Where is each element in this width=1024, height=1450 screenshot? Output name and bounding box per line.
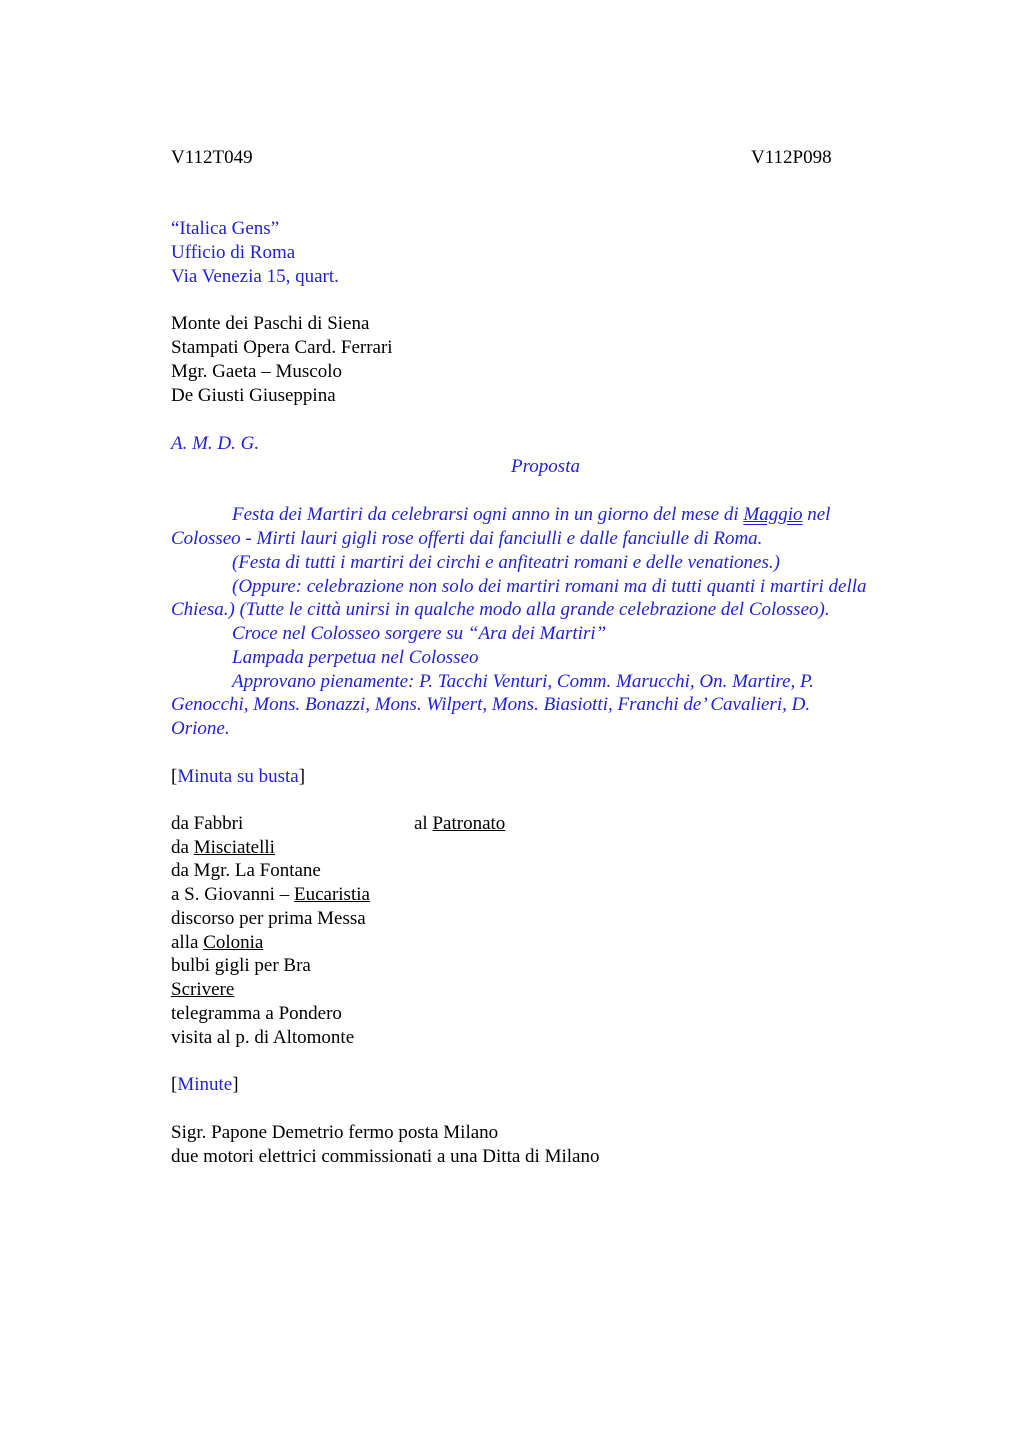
list-item-prefix: da: [171, 837, 194, 858]
list-item-underlined: Eucaristia: [293, 884, 370, 905]
proposal-text: nel: [802, 504, 831, 525]
document-code-right: V112P098: [751, 147, 832, 168]
note-line-3: Mgr. Gaeta – Muscolo: [171, 361, 342, 382]
proposal-line-7: Lampada perpetua nel Colosseo: [232, 647, 479, 668]
proposal-line-9: Genocchi, Mons. Bonazzi, Mons. Wilpert, Mons. Biasiotti, Franchi de’ Cavalieri, D.: [171, 694, 811, 715]
list-item: [171, 931, 263, 955]
footer-line-2: due motori elettrici commissionati a una Ditta di Milano: [171, 1146, 600, 1167]
document-code-left: V112T049: [171, 147, 253, 168]
list-item-prefix: a S. Giovanni –: [171, 884, 294, 905]
bracket-open: [: [171, 766, 178, 787]
letterhead-line-3: Via Venezia 15, quart.: [171, 266, 339, 287]
list-item-underlined: Patronato: [432, 813, 506, 834]
list-item: discorso per prima Messa: [171, 908, 366, 929]
list-item: da Mgr. La Fontane: [171, 860, 321, 881]
list-item-col2: [414, 812, 505, 836]
proposal-line-4: (Oppure: celebrazione non solo dei martiri romani ma di tutti quanti i martiri della: [232, 576, 867, 597]
letterhead-line-2: Ufficio di Roma: [171, 242, 296, 263]
proposal-line-6: Croce nel Colosseo sorgere su “Ara dei Martiri”: [232, 623, 607, 644]
amdg-heading: A. M. D. G.: [171, 433, 260, 454]
section-label: Minuta su busta: [177, 766, 299, 787]
bracket-close: ]: [298, 766, 306, 787]
proposal-line-1: [232, 503, 830, 527]
proposal-line-5: Chiesa.) (Tutte le città unirsi in qualche modo alla grande celebrazione del Colosseo).: [171, 599, 830, 620]
list-item: [171, 836, 275, 860]
list-item: bulbi gigli per Bra: [171, 955, 311, 976]
note-line-1: Monte dei Paschi di Siena: [171, 313, 370, 334]
proposal-text: Festa dei Martiri da celebrarsi ogni anno in un giorno del mese di: [232, 504, 744, 525]
note-line-2: Stampati Opera Card. Ferrari: [171, 337, 393, 358]
list-item: telegramma a Pondero: [171, 1003, 342, 1024]
proposal-line-3: (Festa di tutti i martiri dei circhi e anfiteatri romani e delle venationes.): [232, 552, 780, 573]
note-line-4: De Giusti Giuseppina: [171, 385, 336, 406]
bracket-close: ]: [232, 1074, 239, 1095]
list-item-prefix: al: [414, 813, 433, 834]
section-heading-minuta-su-busta: [171, 765, 305, 789]
letterhead-line-1: “Italica Gens”: [171, 218, 280, 239]
list-item: Scrivere: [171, 979, 235, 1000]
list-item-prefix: alla: [171, 932, 204, 953]
proposal-line-8: Approvano pienamente: P. Tacchi Venturi, Comm. Marucchi, On. Martire, P.: [232, 671, 814, 692]
proposta-title: Proposta: [511, 456, 580, 477]
list-item-underlined: Misciatelli: [193, 837, 275, 858]
list-item: visita al p. di Altomonte: [171, 1027, 355, 1048]
bracket-open: [: [171, 1074, 178, 1095]
list-item-underlined: Colonia: [203, 932, 264, 953]
proposal-line-10: Orione.: [171, 718, 230, 739]
list-item: da Fabbri: [171, 813, 244, 834]
footer-line-1: Sigr. Papone Demetrio fermo posta Milano: [171, 1122, 499, 1143]
proposal-month: Maggio: [743, 504, 803, 525]
list-item: [171, 883, 370, 907]
proposal-line-2: Colosseo - Mirti lauri gigli rose offerti dai fanciulli e dalle fanciulle di Roma.: [171, 528, 763, 549]
section-label: Minute: [177, 1074, 233, 1095]
section-heading-minute: [171, 1073, 239, 1097]
